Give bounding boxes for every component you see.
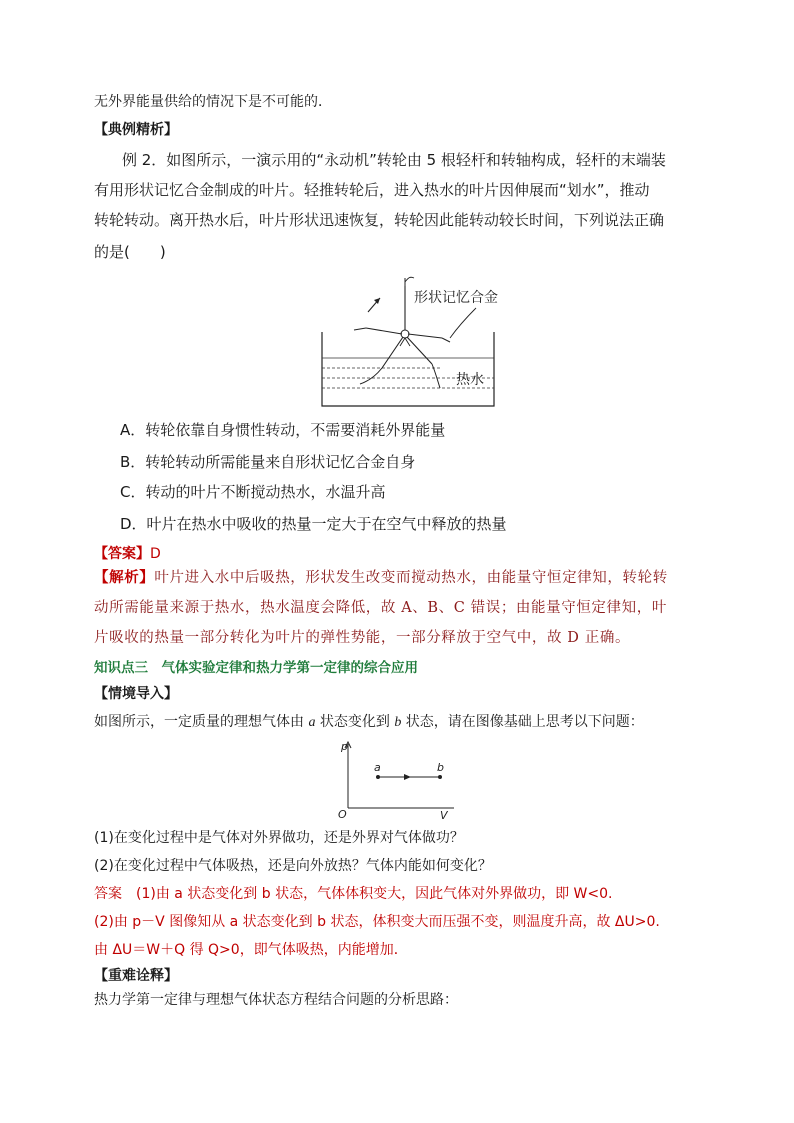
analysis-line-2: 动所需能量来源于热水，热水温度会降低，故 A、B、C 错误；由能量守恒定律知，叶 bbox=[94, 600, 667, 616]
question-1: (1)在变化过程中是气体对外界做功，还是外界对气体做功？ bbox=[94, 830, 464, 846]
question-2: (2)在变化过程中气体吸热，还是向外放热？气体内能如何变化？ bbox=[94, 858, 492, 874]
scenario-intro bbox=[94, 712, 644, 733]
water-label: 热水 bbox=[456, 372, 484, 388]
intro-text-mid: 状态变化到 bbox=[315, 714, 395, 730]
analysis-text-1: 叶片进入水中后吸热，形状发生改变而搅动热水，由能量守恒定律知，转轮转 bbox=[154, 570, 668, 586]
option-a: A．转轮依靠自身惯性转动，不需要消耗外界能量 bbox=[120, 421, 446, 439]
arrow-head-icon bbox=[374, 298, 380, 304]
section-heading-examples: 【典例精析】 bbox=[94, 122, 178, 138]
analysis-line-3: 片吸收的热量一部分转化为叶片的弹性势能，一部分释放于空气中，故 D 正确。 bbox=[94, 630, 631, 646]
intro-text-post: 状态，请在图像基础上思考以下问题： bbox=[401, 714, 644, 730]
intro-state-b: b bbox=[394, 715, 402, 730]
solution-line-2: (2)由 p－V 图像知从 a 状态变化到 b 状态，体积变大而压强不变，则温度升高，故 ΔU>0. bbox=[94, 914, 660, 930]
example-line-2: 有用形状记忆合金制成的叶片。轻推转轮后，进入热水的叶片因伸展而“划水”，推动 bbox=[94, 181, 650, 199]
process-arrow-icon bbox=[404, 774, 411, 780]
state-b-point bbox=[438, 775, 442, 779]
p-v-graph bbox=[336, 738, 460, 822]
alloy-leader-line bbox=[450, 308, 476, 338]
analysis-line-1 bbox=[94, 568, 668, 588]
intro-text-pre: 如图所示，一定质量的理想气体由 bbox=[94, 714, 309, 730]
perpetual-motion-figure bbox=[310, 272, 510, 414]
p-axis-label: p bbox=[341, 740, 348, 753]
answer-line bbox=[94, 544, 161, 564]
solution-line-1 bbox=[94, 884, 612, 904]
example-line-1: 例 2．如图所示，一演示用的“永动机”转轮由 5 根轻杆和转轴构成，轻杆的末端装 bbox=[122, 151, 666, 169]
option-c: C．转动的叶片不断搅动热水，水温升高 bbox=[120, 483, 386, 501]
answer-label: 【答案】 bbox=[94, 546, 150, 562]
section-heading-key-points: 【重难诠释】 bbox=[94, 968, 178, 984]
origin-label: O bbox=[338, 808, 347, 821]
alloy-label: 形状记忆合金 bbox=[414, 290, 498, 306]
intro-continuation: 无外界能量供给的情况下是不可能的． bbox=[94, 94, 332, 110]
analysis-label: 【解析】 bbox=[94, 569, 155, 586]
knowledge-point-3-heading: 知识点三 气体实验定律和热力学第一定律的综合应用 bbox=[94, 660, 418, 676]
alloy-top-leader bbox=[405, 277, 414, 282]
intro-state-a: a bbox=[308, 715, 316, 730]
solution-line-3: 由 ΔU＝W＋Q 得 Q>0，即气体吸热，内能增加． bbox=[94, 942, 408, 958]
state-a-label: a bbox=[374, 761, 381, 774]
example-line-4: 的是( ) bbox=[94, 243, 166, 261]
solution-label: 答案 bbox=[94, 886, 136, 902]
analysis-approach-line: 热力学第一定律与理想气体状态方程结合问题的分析思路： bbox=[94, 992, 458, 1008]
v-axis-label: V bbox=[440, 809, 448, 822]
solution-text-1: (1)由 a 状态变化到 b 状态，气体体积变大，因此气体对外界做功，即 W<0. bbox=[136, 886, 613, 902]
option-b: B．转轮转动所需能量来自形状记忆合金自身 bbox=[120, 453, 416, 471]
wheel-axle bbox=[401, 330, 409, 338]
state-b-label: b bbox=[437, 761, 444, 774]
state-a-point bbox=[376, 775, 380, 779]
option-d: D．叶片在热水中吸收的热量一定大于在空气中释放的热量 bbox=[120, 515, 507, 533]
answer-value: D bbox=[150, 546, 161, 562]
example-line-3: 转轮转动。离开热水后，叶片形状迅速恢复，转轮因此能转动较长时间，下列说法正确 bbox=[94, 211, 665, 229]
section-heading-scenario: 【情境导入】 bbox=[94, 686, 178, 702]
